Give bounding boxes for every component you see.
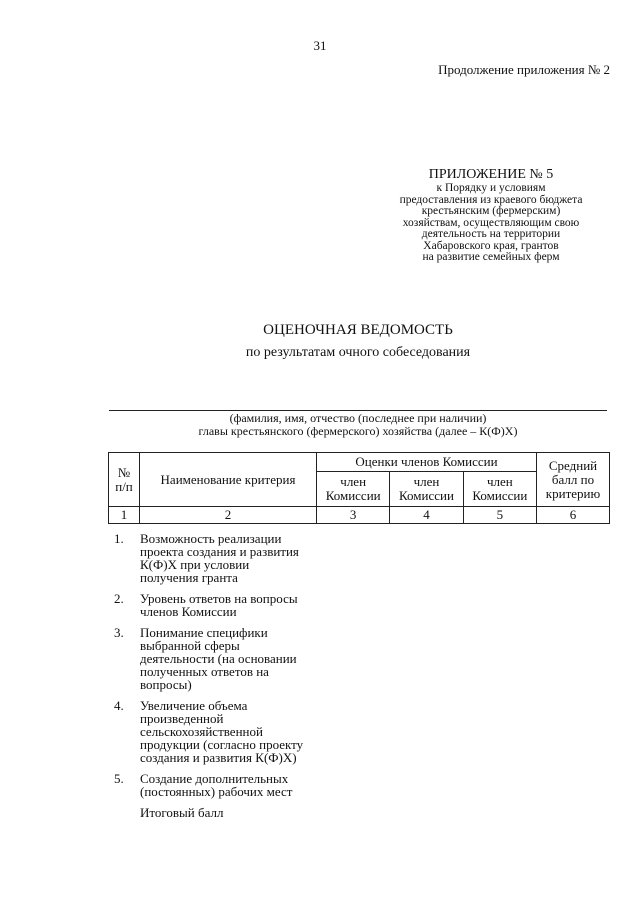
- header-member-2: член Комиссии: [390, 472, 463, 507]
- appendix-block: [360, 166, 622, 264]
- document-title: ОЦЕНОЧНАЯ ВЕДОМОСТЬ: [263, 322, 453, 338]
- criterion-number: 3.: [114, 625, 124, 640]
- header-average: Средний балл по критерию: [537, 453, 610, 507]
- criterion-item: [108, 772, 308, 798]
- caption-line: главы крестьянского (фермерского) хозяйства (далее – К(Ф)Х): [198, 424, 518, 438]
- appendix-title: ПРИЛОЖЕНИЕ № 5: [428, 167, 554, 182]
- total-score-label: Итоговый балл: [140, 805, 224, 820]
- criterion-item: [108, 626, 308, 691]
- header-member-1: член Комиссии: [317, 472, 390, 507]
- criterion-text: Понимание специфики выбранной сферы деятельности (на основании полученных ответов на вопросы): [140, 625, 297, 692]
- caption-line: (фамилия, имя, отчество (последнее при наличии): [229, 411, 487, 425]
- column-number: 5: [463, 507, 536, 524]
- criterion-number: 1.: [114, 531, 124, 546]
- column-number: 2: [140, 507, 317, 524]
- continuation-note: Продолжение приложения № 2: [438, 62, 610, 77]
- header-commission-scores: Оценки членов Комиссии: [317, 453, 537, 472]
- criteria-list: [108, 532, 308, 819]
- header-member-3: член Комиссии: [463, 472, 536, 507]
- criterion-item: [108, 699, 308, 764]
- criterion-text: Уровень ответов на вопросы членов Комиссии: [140, 591, 298, 619]
- appendix-line: хозяйствам, осуществляющим свою: [402, 216, 580, 229]
- criterion-number: 2.: [114, 591, 124, 606]
- page-number: 31: [313, 38, 327, 53]
- appendix-line: предоставления из краевого бюджета: [399, 193, 583, 206]
- appendix-line: на развитие семейных ферм: [422, 251, 560, 263]
- column-number: 6: [537, 507, 610, 524]
- score-table: [108, 452, 610, 524]
- table-header-row: [109, 453, 610, 472]
- appendix-line: к Порядку и условиям: [436, 182, 546, 194]
- document-subtitle: по результатам очного собеседования: [245, 345, 471, 360]
- criterion-number: 5.: [114, 771, 124, 786]
- table-number-row: [109, 507, 610, 524]
- header-criterion: Наименование критерия: [140, 453, 317, 507]
- name-caption: [109, 412, 607, 438]
- header-number: № п/п: [109, 453, 140, 507]
- criterion-number: 4.: [114, 698, 124, 713]
- criterion-item: [108, 532, 308, 584]
- criterion-text: Увеличение объема произведенной сельскохозяйственной продукции (согласно проекту создания и развития К(Ф)Х): [140, 698, 304, 765]
- criterion-text: Создание дополнительных (постоянных) рабочих мест: [140, 771, 293, 799]
- column-number: 4: [390, 507, 463, 524]
- appendix-line: крестьянским (фермерским): [421, 205, 561, 217]
- criterion-item: [108, 592, 308, 618]
- column-number: 3: [317, 507, 390, 524]
- criterion-text: Возможность реализации проекта создания и развития К(Ф)Х при условии получения гранта: [140, 531, 299, 585]
- appendix-line: Хабаровского края, грантов: [423, 239, 559, 252]
- appendix-line: деятельность на территории: [421, 228, 561, 240]
- column-number: 1: [109, 507, 140, 524]
